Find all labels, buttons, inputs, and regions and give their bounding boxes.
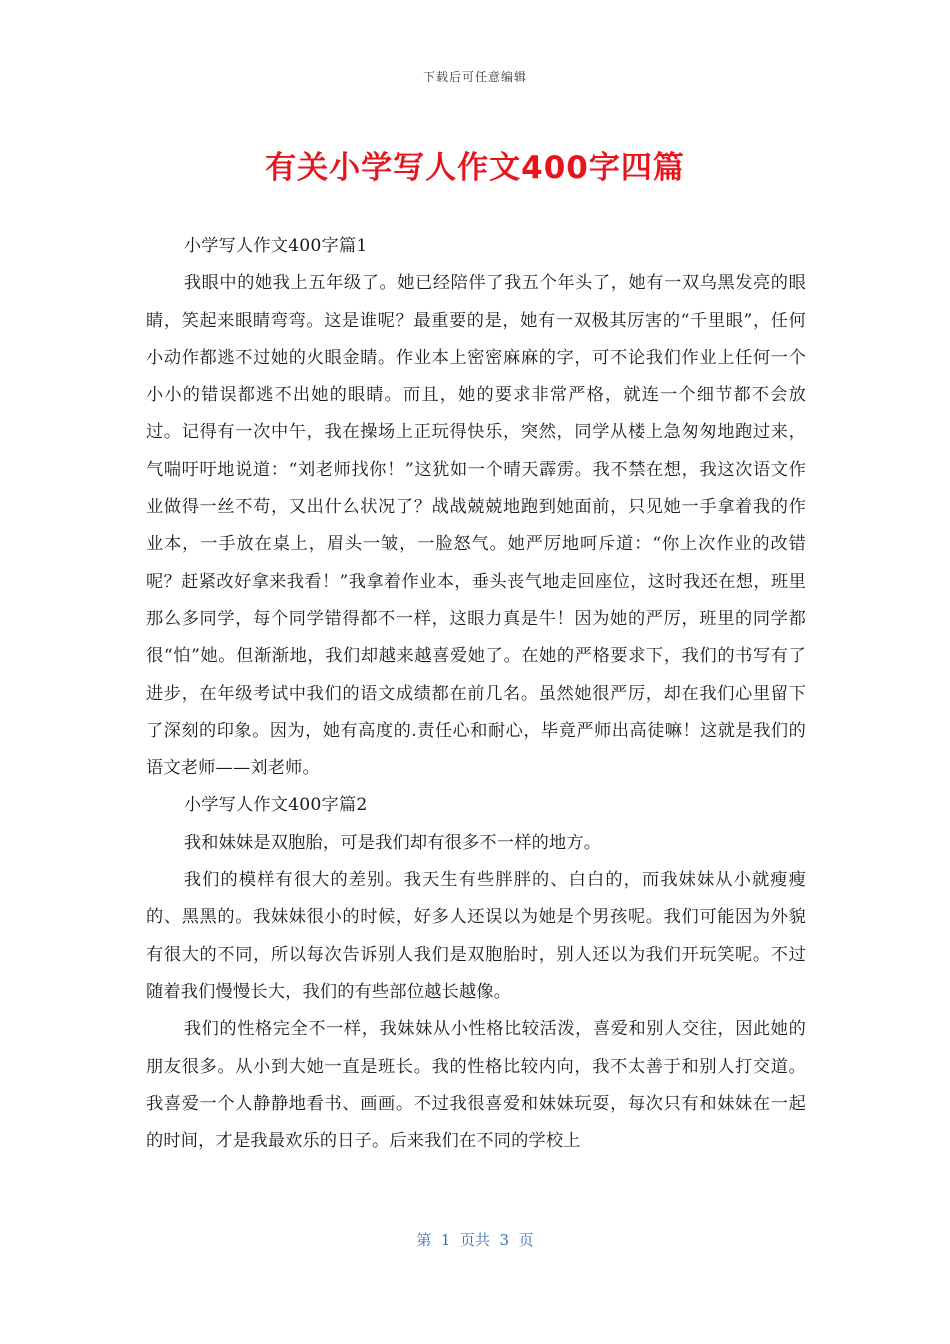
article-body [146, 228, 806, 1160]
header-note: 下载后可任意编辑 [422, 70, 527, 84]
paragraph: 我眼中的她我上五年级了。她已经陪伴了我五个年头了，她有一双乌黑发亮的眼睛，笑起来眼睛弯弯。这是谁呢？最重要的是，她有一双极其厉害的“千里眼”，任何小动作都逃不过她的火眼金睛。作业本上密密麻麻的字，可不论我们作业上任何一个小小的错误都逃不出她的眼睛。而且，她的要求非常严格，就连一个细节都不会放过。记得有一次中午，我在操场上正玩得快乐，突然，同学从楼上急匆匆地跑过来，气喘吁吁地说道：“刘老师找你！”这犹如一个晴天霹雳。我不禁在想，我这次语文作业做得一丝不苟，又出什么状况了？战战兢兢地跑到她面前，只见她一手拿着我的作业本，一手放在桌上，眉头一皱，一脸怒气。她严厉地呵斥道：“你上次作业的改错呢？赶紧改好拿来我看！”我拿着作业本，垂头丧气地走回座位，这时我还在想，班里那么多同学，每个同学错得都不一样，这眼力真是牛！因为她的严厉，班里的同学都很“怕”她。但渐渐地，我们却越来越喜爱她了。在她的严格要求下，我们的书写有了进步，在年级考试中我们的语文成绩都在前几名。虽然她很严厉，却在我们心里留下了深刻的印象。因为，她有高度的.责任心和耐心，毕竟严师出高徒嘛！这就是我们的语文老师——刘老师。 [146, 273, 806, 779]
page-title: 有关小学写人作文400字四篇 [265, 150, 685, 186]
section-heading-1: 小学写人作文400字篇1 [183, 236, 368, 256]
section-heading-2: 小学写人作文400字篇2 [183, 795, 368, 816]
paragraph: 我和妹妹是双胞胎，可是我们却有很多不一样的地方。 [183, 832, 602, 853]
paragraph: 我们的模样有很大的差别。我天生有些胖胖的、白白的，而我妹妹从小就瘦瘦的、黑黑的。我妹妹很小的时候，好多人还误以为她是个男孩呢。我们可能因为外貌有很大的不同，所以每次告诉别人我们是双胞胎时，别人还以为我们开玩笑呢。不过随着我们慢慢长大，我们的有些部位越长越像。 [146, 870, 806, 1002]
page-number-footer: 第 1 页共 3 页 [416, 1231, 534, 1249]
paragraph: 我们的性格完全不一样，我妹妹从小性格比较活泼，喜爱和别人交往，因此她的朋友很多。从小到大她一直是班长。我的性格比较内向，我不太善于和别人打交道。我喜爱一个人静静地看书、画画。不过我很喜爱和妹妹玩耍，每次只有和妹妹在一起的时间，才是我最欢乐的日子。后来我们在不同的学校上 [146, 1019, 806, 1152]
